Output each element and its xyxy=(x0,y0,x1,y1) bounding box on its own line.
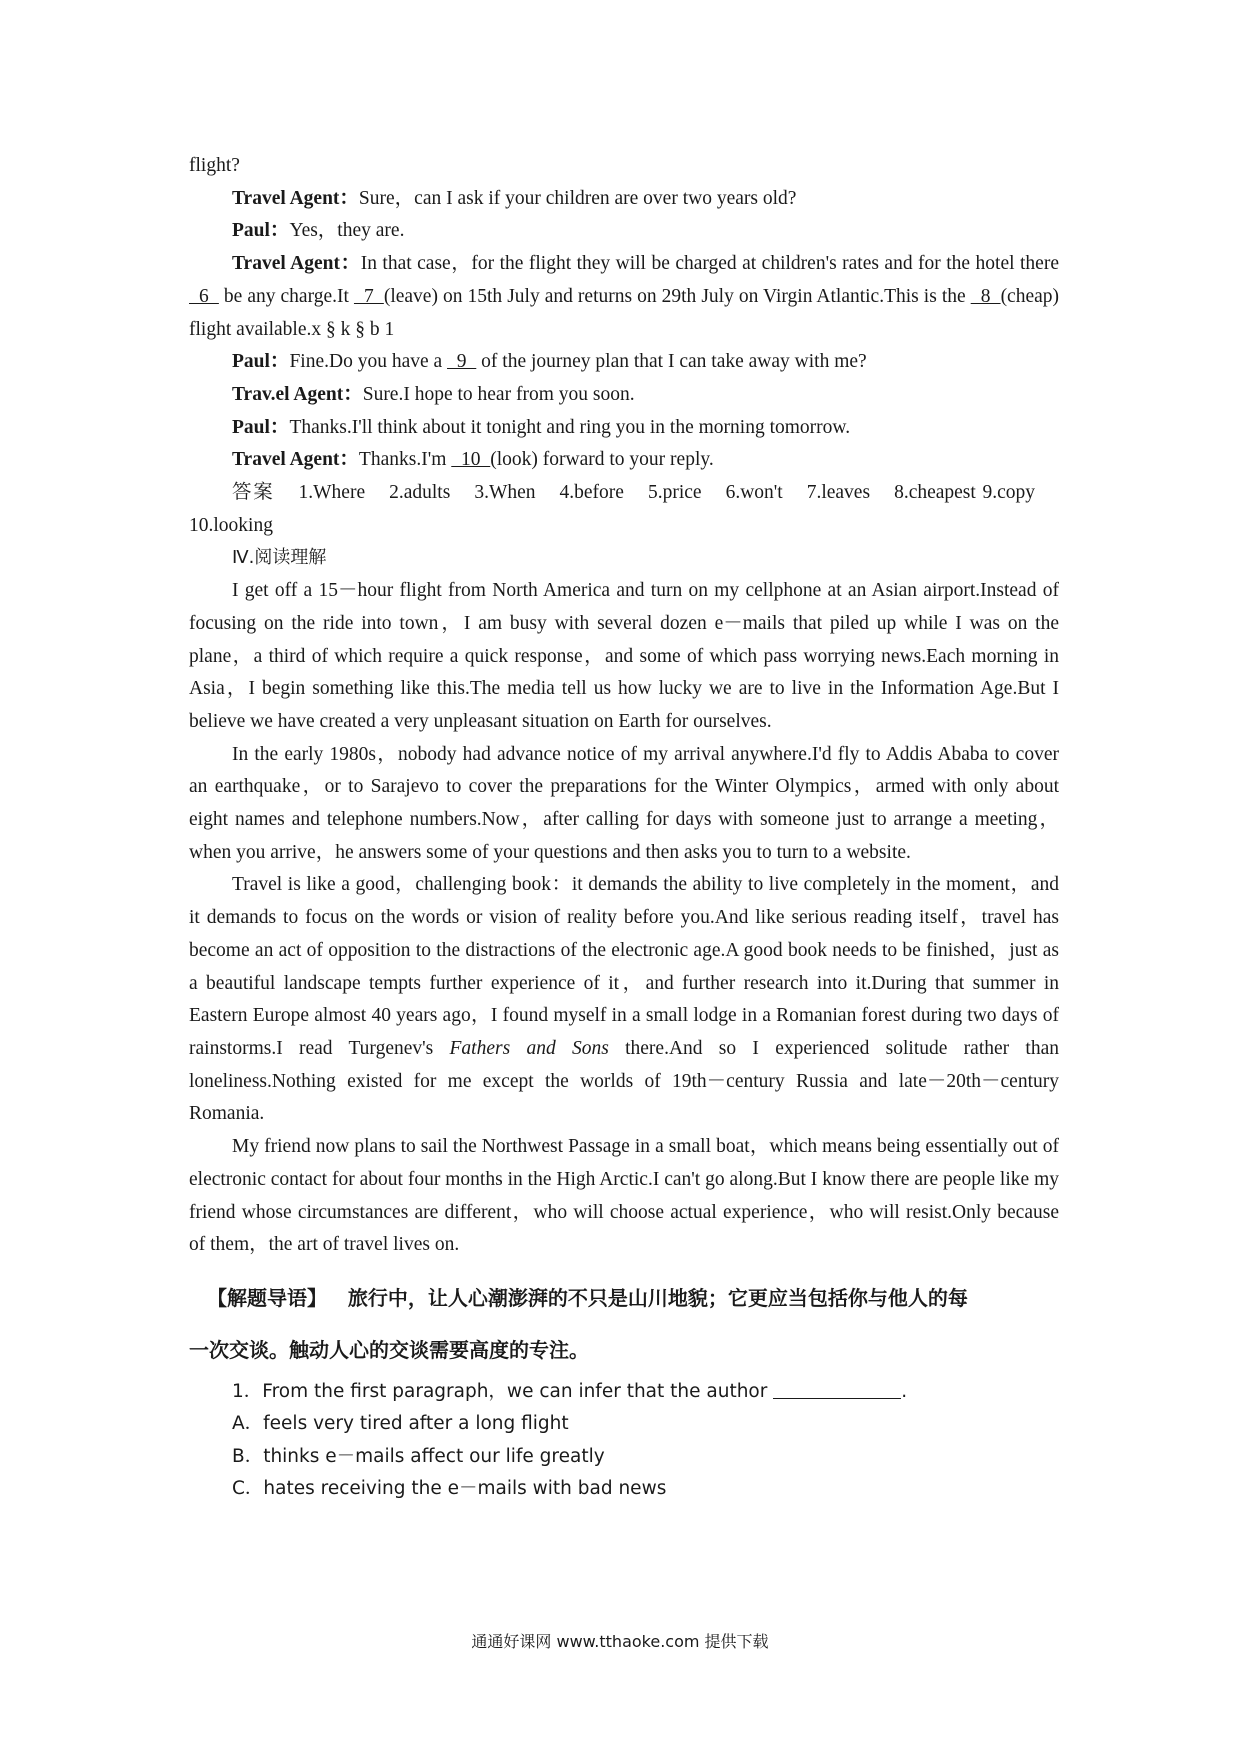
utterance: Fine.Do you have a xyxy=(289,351,448,373)
passage-text: Travel is like a good，challenging book：it demands the ability to live completely in the moment，and it demands to focus on the words or vision of reality before you.And like serious reading itself，travel has become an act of opposition to the distractions of the electronic age.A good book needs to be finished，just as a beautiful landscape tempts further experience of it，and further research into it.During that summer in Eastern Europe almost 40 years ago，I found myself in a small lodge in a Romanian forest during two days of rainstorms.I read Turgenev's xyxy=(189,874,1059,1059)
section-title: Ⅳ.阅读理解 xyxy=(232,547,327,569)
book-title: Fathers and Sons xyxy=(449,1037,609,1059)
speaker: Paul： xyxy=(232,416,290,438)
passage-paragraph: In the early 1980s，nobody had advance notice of my arrival anywhere.I'd fly to Addis Ababa to cover an earthquake，or to Sarajevo to cover the preparations for the Winter Olympics，armed with only about eight names and telephone numbers.Now，after calling for days with someone just to arrange a meeting，when you arrive，he answers some of your questions and then asks you to turn to a website. xyxy=(189,743,1059,863)
answer-blank xyxy=(773,1378,901,1399)
option-c: C．hates receiving the e－mails with bad news xyxy=(232,1478,667,1500)
blank-10: 10 xyxy=(451,449,491,471)
utterance: In that case，for the flight they will be charged at children's rates and for the hotel there xyxy=(360,253,1059,275)
answer-item: 5.price xyxy=(647,482,702,504)
utterance: Sure.I hope to hear from you soon. xyxy=(362,383,635,405)
passage-text: there.And so I experienced solitude rather than loneliness.Nothing existed for me except the worlds of 19th－century Russia and late－20th－century Romania. xyxy=(189,1037,1060,1125)
speaker: Trav.el Agent： xyxy=(232,383,363,405)
dialogue-line xyxy=(189,412,1059,445)
answer-item: 1.Where xyxy=(298,482,366,504)
dialogue-line xyxy=(189,183,1059,216)
speaker: Travel Agent： xyxy=(232,187,359,209)
dialogue-line xyxy=(189,215,1059,248)
dialogue-continuation: flight? xyxy=(189,155,240,176)
dialogue-line xyxy=(189,346,1059,379)
blank-6: 6 xyxy=(189,285,219,307)
question-text: 1．From the first paragraph，we can infer that the author xyxy=(232,1380,774,1402)
utterance: (leave) on 15th July and returns on 29th July on Virgin Atlantic.This is the xyxy=(383,285,971,307)
utterance: Sure，can I ask if your children are over two years old? xyxy=(358,187,797,209)
utterance: Yes，they are. xyxy=(289,220,405,242)
question-end: . xyxy=(901,1380,908,1402)
answer-item: 4.before xyxy=(559,482,624,504)
speaker: Paul： xyxy=(232,220,290,242)
answer-item: 2.adults xyxy=(389,482,451,504)
blank-8: 8 xyxy=(970,285,1001,307)
speaker: Travel Agent： xyxy=(232,253,361,275)
question-stem xyxy=(189,1376,1059,1409)
utterance: of the journey plan that I can take away with me? xyxy=(476,351,867,373)
answer-label: 答案 xyxy=(232,482,275,504)
utterance: (cheap) flight available.x § k § b 1 xyxy=(189,285,1060,340)
tip-text: 旅行中，让人心潮澎湃的不只是山川地貌；它更应当包括你与他人的每 xyxy=(347,1285,968,1310)
passage-paragraph: My friend now plans to sail the Northwest Passage in a small boat，which means being essentially out of electronic contact for about four months in the High Arctic.I can't go along.But I know there are people like my friend whose circumstances are different，who will choose actual experience，who will resist.Only because of them，the art of travel lives on. xyxy=(189,1136,1059,1256)
document-body xyxy=(189,150,1059,1506)
utterance: Thanks.I'll think about it tonight and ring you in the morning tomorrow. xyxy=(289,416,851,438)
solving-tip xyxy=(189,1284,1059,1312)
utterance: (look) forward to your reply. xyxy=(490,449,714,471)
utterance: Thanks.I'm xyxy=(358,449,452,471)
answer-item: 7.leaves xyxy=(806,482,871,504)
option-b: B．thinks e－mails affect our life greatly xyxy=(232,1445,605,1467)
solving-tip-continued: 一次交谈。触动人心的交谈需要高度的专注。 xyxy=(189,1337,589,1362)
answer-item: 3.When xyxy=(474,482,536,504)
blank-7: 7 xyxy=(353,285,384,307)
answer-key xyxy=(189,477,1059,542)
answer-item: 8.cheapest xyxy=(894,482,976,504)
speaker: Travel Agent： xyxy=(232,449,359,471)
page-footer: 通通好课网 www.tthaoke.com 提供下载 xyxy=(471,1632,769,1651)
passage-paragraph xyxy=(189,869,1059,1131)
dialogue-line xyxy=(189,248,1059,346)
passage-paragraph: I get off a 15－hour flight from North America and turn on my cellphone at an Asian airport.Instead of focusing on the ride into town，I am busy with several dozen e－mails that piled up while I was on the plane，a third of which require a quick response，and some of which pass worrying news.Each morning in Asia，I begin something like this.The media tell us how lucky we are to live in the Information Age.But I believe we have created a very unpleasant situation on Earth for ourselves. xyxy=(189,580,1059,732)
option-a: A．feels very tired after a long flight xyxy=(232,1413,569,1435)
answer-item: 9.copy xyxy=(982,482,1035,504)
tip-label: 【解题导语】 xyxy=(207,1285,327,1310)
speaker: Paul： xyxy=(232,351,290,373)
answer-item: 10.looking xyxy=(189,514,273,536)
dialogue-line xyxy=(189,444,1059,477)
utterance: be any charge.It xyxy=(218,285,354,307)
blank-9: 9 xyxy=(447,351,477,373)
answer-item: 6.won't xyxy=(725,482,783,504)
dialogue-line xyxy=(189,379,1059,412)
